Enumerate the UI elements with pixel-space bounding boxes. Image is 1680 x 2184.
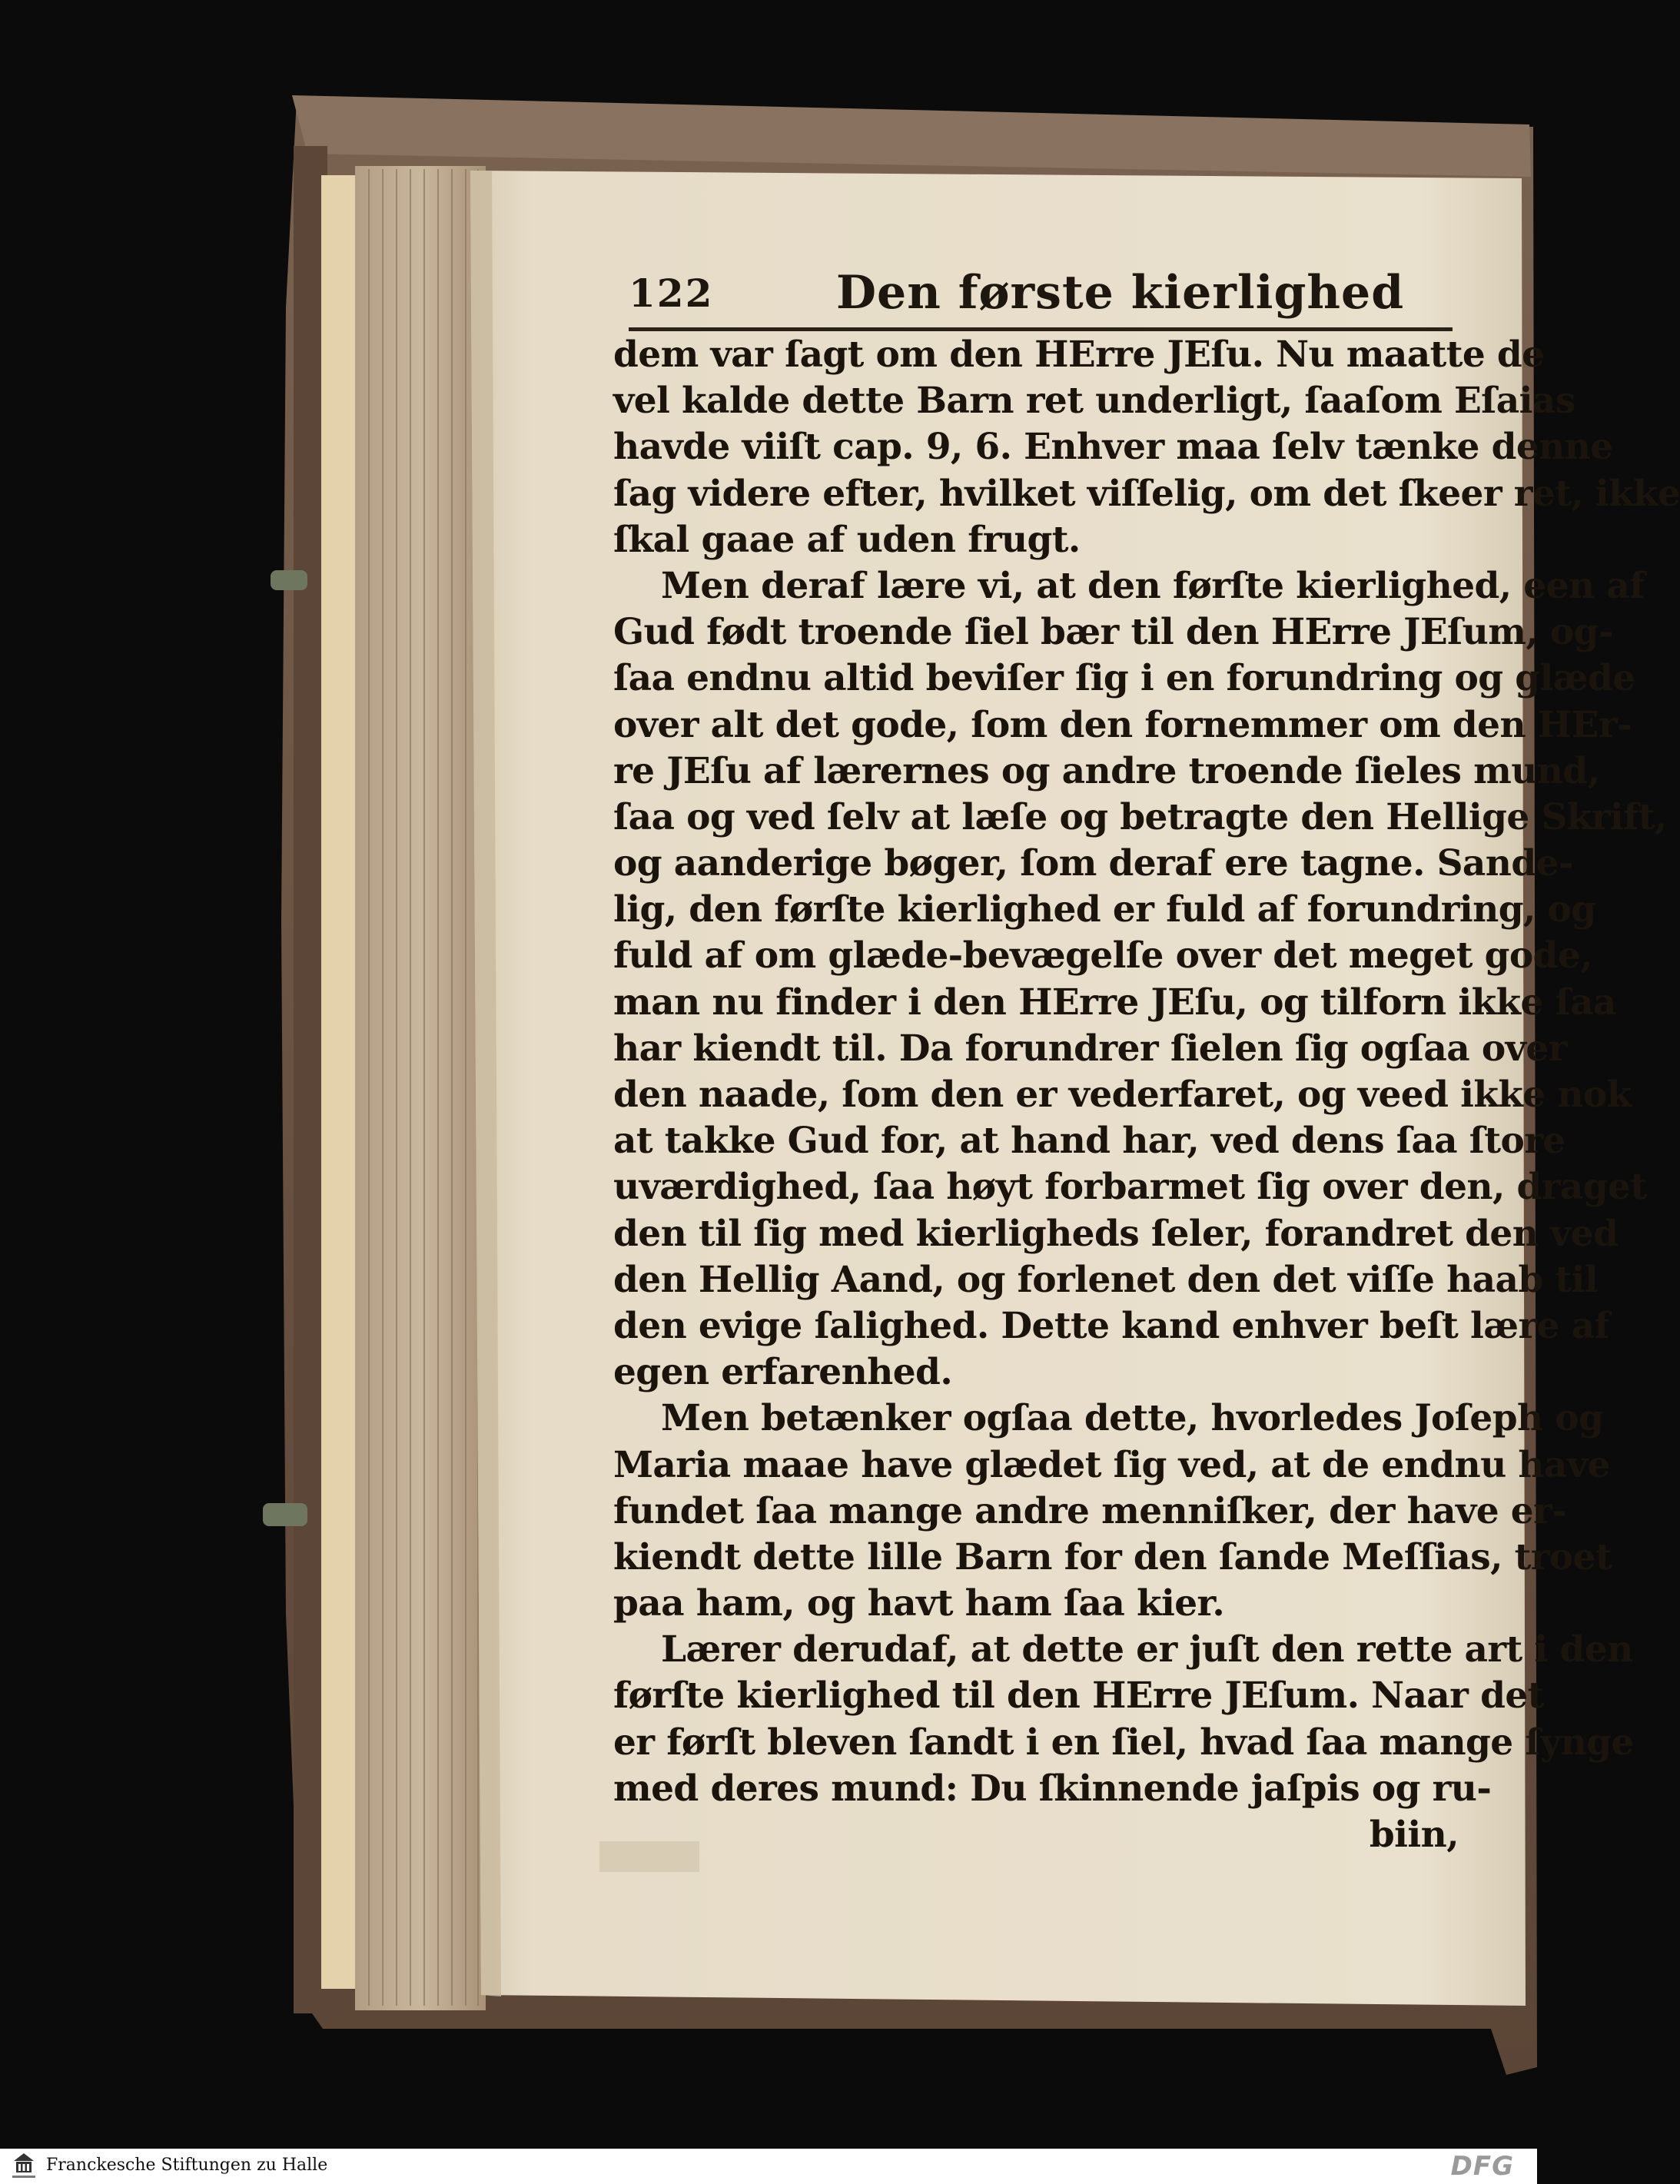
text-line: ſaa og ved ſelv at læſe og betragte den Hellige Skrift, — [613, 795, 1667, 838]
catchword: biin, — [1369, 1814, 1459, 1856]
clasp-upper — [271, 570, 307, 590]
text-line: Men deraf lære vi, at den førſte kierlighed, een af — [661, 564, 1645, 607]
text-line: ſkal gaae af uden frugt. — [613, 518, 1081, 561]
text-line: førſte kierlighed til den HErre JEſum. Naar det — [613, 1675, 1544, 1718]
text-line: Men betænker ogſaa dette, hvorledes Joſeph og — [661, 1397, 1604, 1440]
text-line: kiendt dette lille Barn for den ſande Meſſias, troet — [613, 1535, 1612, 1578]
text-line: ſaa endnu altid beviſer ſig i en forundring og glæde — [613, 657, 1635, 700]
text-line: fuld af om glæde-bevægelſe over det meget gode, — [613, 934, 1592, 977]
header-rule — [629, 327, 1453, 331]
page-number: 122 — [629, 271, 714, 316]
text-line: paa ham, og havt ham ſaa kier. — [613, 1582, 1225, 1625]
text-line: uværdighed, ſaa høyt forbarmet ſig over den, draget — [613, 1166, 1647, 1209]
text-line: og aanderige bøger, ſom deraf ere tagne. Sande- — [613, 842, 1573, 885]
text-line: havde viiſt cap. 9, 6. Enhver maa ſelv tænke denne — [613, 426, 1613, 469]
text-line: dem var ſagt om den HErre JEſu. Nu maatte de — [613, 334, 1545, 376]
text-line: Maria maae have glædet ſig ved, at de endnu have — [613, 1443, 1610, 1486]
text-line: fundet ſaa mange andre menniſker, der have er- — [613, 1489, 1567, 1532]
facing-page-edge — [321, 175, 355, 1989]
text-line: man nu finder i den HErre JEſu, og tilforn ikke ſaa — [613, 981, 1616, 1024]
clasp-lower — [263, 1503, 307, 1526]
text-line: den til ſig med kierligheds ſeler, forandret den ved — [613, 1212, 1619, 1255]
funder-logo[interactable]: DFG — [1450, 2151, 1514, 2182]
text-line: lig, den førſte kierlighed er fuld af forundring, og — [613, 888, 1596, 931]
text-line: den evige ſalighed. Dette kand enhver beſt lære af — [613, 1304, 1610, 1347]
text-line: er førſt bleven ſandt i en ſiel, hvad ſaa mange ſynge — [613, 1721, 1634, 1764]
text-line: Gud født troende ſiel bær til den HErre JEſum, og- — [613, 611, 1613, 654]
institution-name[interactable]: Franckesche Stiftungen zu Halle — [46, 2156, 328, 2175]
text-line: egen erfarenhed. — [613, 1351, 953, 1394]
text-line: Lærer derudaf, at dette er juſt den rette art i den — [661, 1628, 1633, 1671]
text-line: med deres mund: Du ſkinnende jaſpis og ru- — [613, 1767, 1492, 1810]
text-line: vel kalde dette Barn ret underligt, ſaaſom Eſaias — [613, 380, 1575, 423]
page-header — [629, 266, 1453, 332]
text-line: den naade, ſom den er vederfaret, og veed ikke nok — [613, 1074, 1632, 1116]
institution-logo-icon[interactable] — [11, 2152, 37, 2181]
text-line: har kiendt til. Da forundrer ſielen ſig ogſaa over — [613, 1027, 1567, 1070]
text-line: den Hellig Aand, og forlenet den det viſſe haab til — [613, 1258, 1599, 1301]
running-title: Den første kierlighed — [836, 266, 1405, 320]
footer-bar — [0, 2149, 1537, 2184]
text-line: re JEſu af lærernes og andre troende ſieles mund, — [613, 749, 1600, 792]
text-line: ſag videre efter, hvilket viſſelig, om det ſkeer ret, ikke — [613, 472, 1680, 515]
body-text — [613, 332, 1680, 1858]
text-line: over alt det gode, ſom den fornemmer om den HEr- — [613, 703, 1632, 746]
text-line: at takke Gud for, at hand har, ved dens ſaa ſtore — [613, 1120, 1565, 1163]
